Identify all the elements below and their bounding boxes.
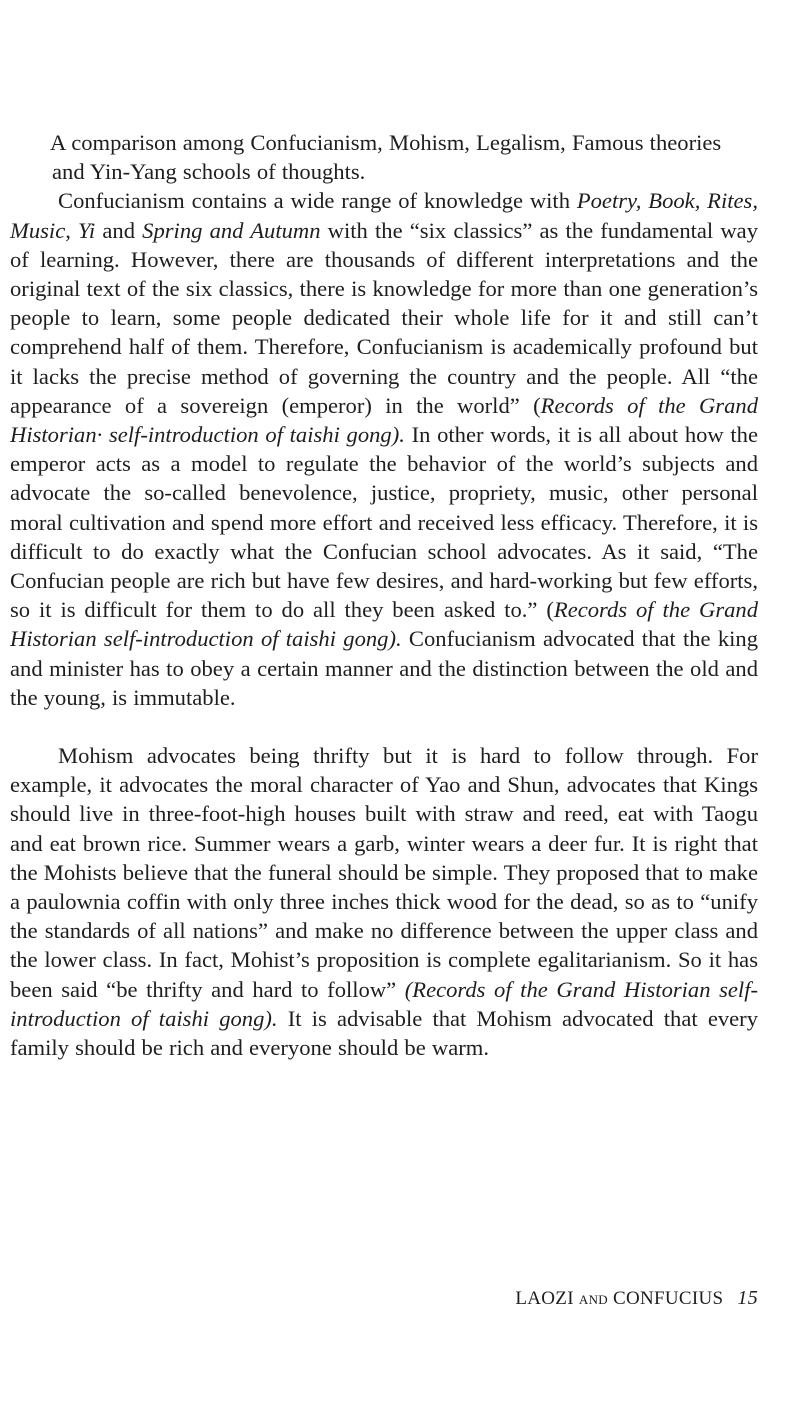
paragraph-confucianism (10, 186, 758, 712)
running-title: LAOZI and CONFUCIUS (515, 1288, 724, 1309)
citation: Records of the Grand Historian self-introduction of taishi gong). (10, 597, 758, 652)
paragraph-text: Confucianism contains a wide range of knowledge with (58, 188, 577, 214)
body-text (10, 128, 758, 1062)
page-footer (515, 1287, 758, 1310)
paragraph-text: and (95, 217, 143, 243)
paragraph-text: Mohism advocates being thrifty but it is hard to follow through. For example, it advocates the moral character of Yao and Shun, advocates that Kings should live in three-foot-high houses built with straw and reed, eat with Taogu and eat brown rice. Summer wears a garb, winter wears a deer fur. It is right that the Mohists believe that the funeral should be simple. They proposed that to make a paulownia coffin with only three inches thick wood for the dead, so as to “unify the standards of all nations” and make no difference between the upper class and the lower class. In fact, Mohist’s proposition is complete egalitarianism. So it has been said “be thrifty and hard to follow” (10, 743, 758, 1002)
section-heading (10, 128, 758, 186)
paragraph-text: In other words, it is all about how the emperor acts as a model to regulate the behavior of the world’s subjects and advocate the so-called benevolence, justice, propriety, music, other personal moral cultivation and spend more effort and received less efficacy. Therefore, it is difficult to do exactly what the Confucian school advocates. As it said, “The Confucian people are rich but have few desires, and hard-working but few efforts, so it is difficult for them to do all they been asked to.” ( (10, 422, 759, 623)
paragraph-mohism (10, 741, 758, 1062)
section-heading-text: A comparison among Confucianism, Mohism, Legalism, Famous theories and Yin-Yang schools of thoughts. (50, 130, 722, 185)
citation: (Records of the Grand Historian self-introduction of taishi gong). (10, 976, 758, 1031)
section-number (10, 128, 50, 157)
paragraph-text: Confucianism advocated that the king and minister has to obey a certain manner and the distinction between the old and the young, is immutable. (10, 626, 758, 710)
paragraph-text: with the “six classics” as the fundamental way of learning. However, there are thousands of different interpretations and the original text of the six classics, there is knowledge for more than one generation’s people to learn, some people dedicated their whole life for it and still can’t comprehend half of them. Therefore, Confucianism is academically profound but it lacks the precise method of governing the country and the people. All “the appearance of a sovereign (emperor) in the world” ( (10, 217, 759, 418)
page-number: 15 (737, 1287, 758, 1309)
paragraph-text: It is advisable that Mohism advocated that every family should be rich and everyone should be warm. (10, 1005, 758, 1061)
book-title: Poetry, Book, Rites, Music, Yi (10, 188, 758, 243)
book-title: Spring and Autumn (142, 217, 321, 243)
citation: Records of the Grand Historian· self-introduction of taishi gong). (10, 392, 758, 448)
